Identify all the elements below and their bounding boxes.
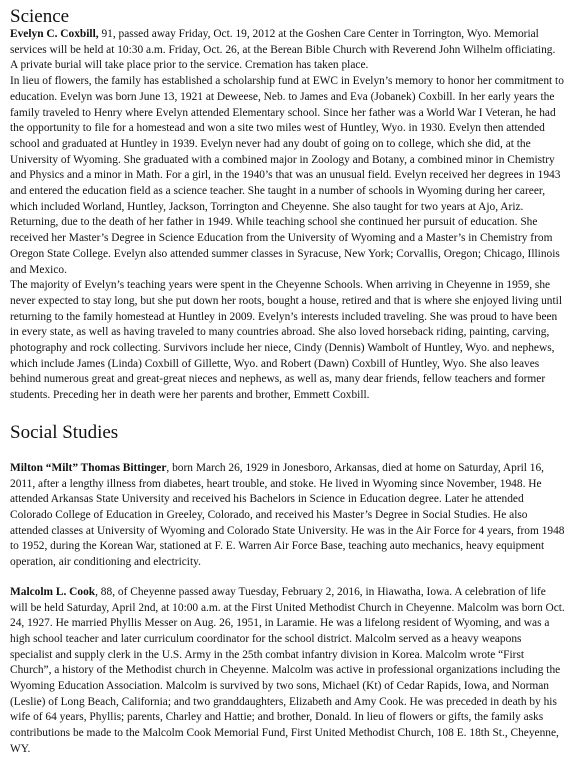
obituary-text: , 88, of Cheyenne passed away Tuesday, February 2, 2016, in Hiawatha, Iowa. A celebration of life will be held Saturday, April 2nd, at 10:00 a.m. at the First United Methodist Church in Cheyenne. Malcolm was born Oct. 24, 1927. He married Phyllis Messer on Aug. 26, 1951, in Laramie. He was a lifelong resident of Wyoming, and was a high school teacher and later curriculum coordinator for the school district. Malcolm served as a heavy weapons specialist and supply clerk in the U.S. Army in the 25th combat infantry division in Korea. Malcolm wrote “First Church”, a history of the Methodist church in Cheyenne. Malcolm was active in professional organizations including the Wyoming Education Association. Malcolm is survived by two sons, Michael (Kt) of Cedar Rapids, Iowa, and Norman (Leslie) of Long Beach, California; and two granddaughters, Elizabeth and Amy Cook. He was preceded in death by his wife of 64 years, Phyllis; parents, Charley and Hattie; and brother, Donald. In lieu of flowers or gifts, the family asks contributions be made to the Malcolm Cook Memorial Fund, First United Methodist Church, 108 E. 18th St., Cheyenne, WY. — [10, 585, 565, 755]
obituary-text: The majority of Evelyn’s teaching years were spent in the Cheyenne Schools. When arriving in Cheyenne in 1959, she never expected to stay long, but she put down her roots, bought a house, retired and that is where she enjoyed living until returning to the family homestead at Huntley in 2009. Evelyn’s interests included traveling. She was proud to have been in every state, as well as having traveled to many countries abroad. She also loved horseback riding, painting, carving, photography and rock collecting. Survivors include her niece, Cindy (Dennis) Wambolt of Huntley, Wyo. and nephews, which include James (Linda) Coxbill of Gillette, Wyo. and Robert (Dawn) Coxbill of Huntley, Wyo. She also leaves behind numerous great and great-great nieces and nephews, as well as, many dear friends, fellow teachers and former students. Preceding her in death were her parents and brother, Emmett Coxbill. — [10, 279, 563, 402]
section-title-social-studies: Social Studies — [10, 421, 119, 443]
obituary-text: In lieu of flowers, the family has established a scholarship fund at EWC in Evelyn’s memory to honor her commitment to education. Evelyn was born June 13, 1921 at Deweese, Neb. to James and Eva (Jobanek) Coxbill. In her early years the family traveled to Henry where Evelyn attended Elementary school. Since her father was a World War I Veteran, he had the opportunity to file for a homestead and won a site two miles west of Huntley, Wyo. in 1930. Evelyn then attended school and graduated at Huntley in 1939. Evelyn never had any doubt of going on to college, which she did, at the University of Wyoming. She graduated with a combined major in Zoology and Botany, a combined minor in Chemistry and Physics and a minor in Math. For a girl, in the 1940’s that was an unusual field. Evelyn received her degrees in 1943 and entered the education field as a science teacher. She taught in a number of schools in Wyoming during her career, which included Worland, Huntley, Jackson, Torrington and Cheyenne. She also taught for two years at Ajo, Ariz. Returning, due to the death of her father in 1949. While teaching school she continued her pursuit of education. She received her Master’s Degree in Science Education from the University of Wyoming and a Master’s in Chemistry from Oregon State College. Evelyn also attended summer classes in Syracuse, New York; Corvallis, Oregon; Chicago, Illinois and Mexico. — [10, 75, 564, 276]
obituary-milton-bittinger — [10, 461, 565, 571]
obituary-name: Milton “Milt” Thomas Bittinger — [10, 461, 167, 474]
obituary-name: Malcolm L. Cook — [10, 585, 96, 598]
obituary-evelyn-coxbill-body — [10, 74, 565, 278]
obituary-evelyn-coxbill-later — [10, 278, 565, 404]
obituary-evelyn-coxbill-intro — [10, 27, 565, 74]
obituary-name: Evelyn C. Coxbill, — [10, 28, 99, 40]
section-title-science: Science — [10, 6, 70, 27]
obituary-text: , born March 26, 1929 in Jonesboro, Arkansas, died at home on Saturday, April 16, 2011, after a lengthy illness from diabetes, heart trouble, and stoke. He lived in Wyoming since November, 1948. He attended Arkansas State University and received his Bachelors in Science in Education degree. Later he attended Colorado College of Education in Greeley, Colorado, and received his Master’s Degree in Social Studies. He also attended classes at University of Wyoming and Colorado State University. He was in the Air Force for 4 years, from 1948 to 1952, during the Korean War, stationed at F. E. Warren Air Force Base, teaching auto mechanics, heavy equipment operation, air conditioning and electricity. — [10, 461, 565, 569]
obituary-malcolm-cook — [10, 585, 565, 758]
obituary-text: 91, passed away Friday, Oct. 19, 2012 at the Goshen Care Center in Torrington, Wyo. Memorial services will be held at 10:30 a.m. Friday, Oct. 26, at the Berean Bible Church with Reverend John Wilhelm officiating. A private burial will take place prior to the service. Cremation has taken place. — [10, 28, 556, 72]
